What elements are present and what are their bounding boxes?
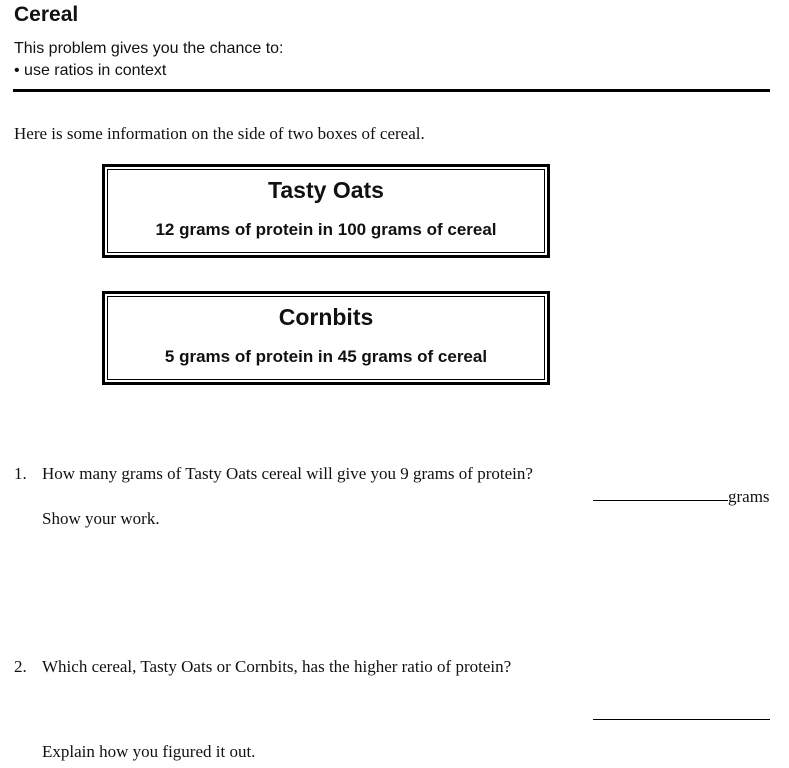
- cereal-name: Tasty Oats: [268, 177, 384, 203]
- question-1-answer-line[interactable]: [593, 500, 728, 501]
- question-2-number: 2.: [14, 657, 27, 676]
- header-divider: [13, 89, 770, 92]
- question-1-instruction: Show your work.: [42, 509, 160, 528]
- cereal-name: Cornbits: [278, 304, 374, 330]
- protein-fact: 5 grams of protein in 45 grams of cereal: [164, 347, 488, 366]
- question-2-text: Which cereal, Tasty Oats or Cornbits, has the higher ratio of protein?: [42, 657, 512, 676]
- question-1-number: 1.: [14, 464, 27, 483]
- objective-bullet: • use ratios in context: [14, 62, 167, 79]
- question-1-unit: grams: [728, 487, 770, 506]
- protein-fact: 12 grams of protein in 100 grams of cereal: [155, 220, 497, 239]
- cereal-box-inner: [107, 169, 545, 253]
- cereal-box-cornbits: [102, 291, 550, 385]
- intro-text: Here is some information on the side of two boxes of cereal.: [14, 124, 425, 143]
- question-2-instruction: Explain how you figured it out.: [42, 742, 256, 761]
- cereal-box-tasty-oats: [102, 164, 550, 258]
- cereal-box-inner: [107, 296, 545, 380]
- question-2-answer-line[interactable]: [593, 719, 770, 720]
- objective-intro: This problem gives you the chance to:: [14, 40, 284, 57]
- page-title: Cereal: [14, 3, 79, 26]
- question-1-text: How many grams of Tasty Oats cereal will give you 9 grams of protein?: [42, 464, 533, 483]
